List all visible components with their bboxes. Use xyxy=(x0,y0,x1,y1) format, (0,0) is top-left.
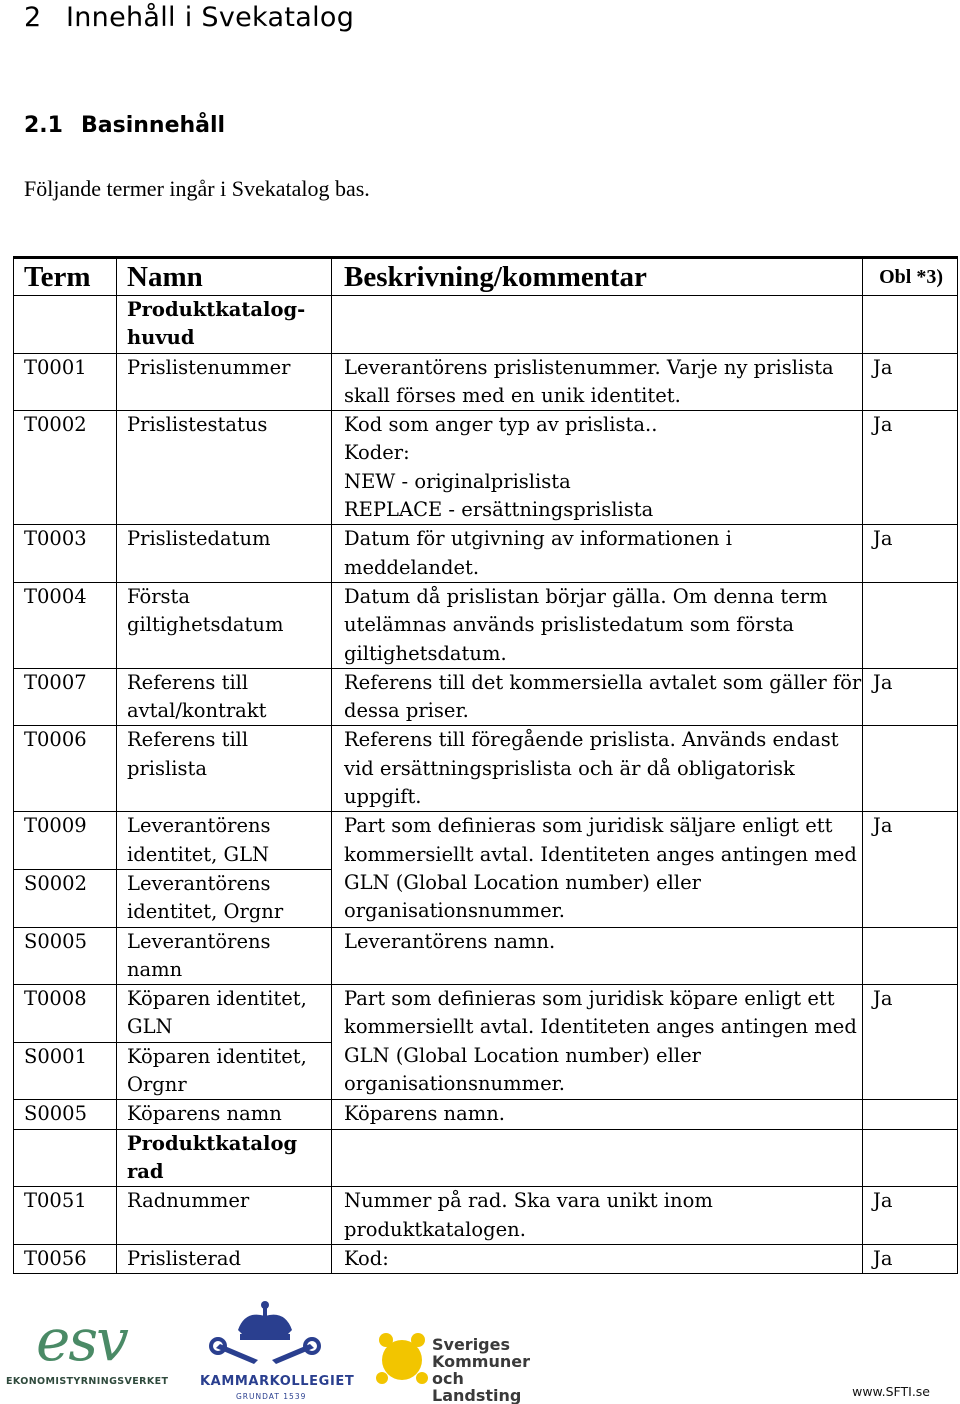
obl-cell: Ja xyxy=(863,525,958,583)
table-row xyxy=(14,985,958,1043)
term-cell: S0002 xyxy=(14,869,117,927)
name-line: Prislistedatum xyxy=(127,527,271,551)
section-row xyxy=(14,296,958,354)
section-title-line: huvud xyxy=(127,326,195,350)
term-cell: S0001 xyxy=(14,1042,117,1100)
description-line: Köparens namn. xyxy=(344,1102,505,1126)
description-cell xyxy=(332,353,863,411)
term-cell xyxy=(14,296,117,354)
name-line: Leverantörens xyxy=(127,871,271,895)
name-line: GLN xyxy=(127,1015,173,1039)
header-beskrivning: Beskrivning/kommentar xyxy=(332,258,863,296)
term-cell: T0006 xyxy=(14,726,117,812)
name-cell xyxy=(117,1244,332,1273)
description-cell xyxy=(332,1244,863,1273)
obl-cell: Ja xyxy=(863,668,958,726)
obl-cell: Ja xyxy=(863,985,958,1100)
name-line: Leverantörens xyxy=(127,814,271,838)
intro-text: Följande termer ingår i Svekatalog bas. xyxy=(24,176,370,201)
name-line: identitet, GLN xyxy=(127,842,270,866)
name-cell xyxy=(117,411,332,525)
obl-cell xyxy=(863,726,958,812)
description-line: Referens till föregående prislista. Används endast xyxy=(344,728,839,752)
term-cell: T0003 xyxy=(14,525,117,583)
name-line: identitet, Orgnr xyxy=(127,900,284,924)
obl-cell: Ja xyxy=(863,1244,958,1273)
description-line: Part som definieras som juridisk köpare enligt ett xyxy=(344,987,835,1011)
term-cell: S0005 xyxy=(14,1100,117,1129)
obl-cell xyxy=(863,1129,958,1187)
description-line: Referens till det kommersiella avtalet som gäller för xyxy=(344,670,862,694)
name-cell xyxy=(117,985,332,1043)
name-line: Radnummer xyxy=(127,1189,250,1213)
term-cell: T0051 xyxy=(14,1187,117,1245)
section-title-cell xyxy=(117,1129,332,1187)
description-cell xyxy=(332,1129,863,1187)
name-cell xyxy=(117,726,332,812)
table-row xyxy=(14,353,958,411)
description-line: dessa priser. xyxy=(344,699,469,723)
description-line: GLN (Global Location number) eller xyxy=(344,1043,701,1067)
description-cell xyxy=(332,411,863,525)
name-line: Prislisterad xyxy=(127,1246,241,1270)
name-line: prislista xyxy=(127,756,207,780)
description-cell xyxy=(332,668,863,726)
description-line: Kod som anger typ av prislista.. xyxy=(344,413,658,437)
table-row xyxy=(14,1187,958,1245)
section-row xyxy=(14,1129,958,1187)
obl-cell xyxy=(863,1100,958,1129)
description-line: Part som definieras som juridisk säljare enligt ett xyxy=(344,814,833,838)
description-line: meddelandet. xyxy=(344,555,480,579)
name-cell xyxy=(117,927,332,985)
name-cell xyxy=(117,869,332,927)
table-row xyxy=(14,812,958,870)
obl-cell xyxy=(863,582,958,668)
name-cell xyxy=(117,353,332,411)
description-cell xyxy=(332,985,863,1100)
description-cell xyxy=(332,582,863,668)
terms-table xyxy=(13,256,958,1274)
table-row xyxy=(14,726,958,812)
skl-symbol-icon xyxy=(372,1326,432,1396)
term-cell: T0008 xyxy=(14,985,117,1043)
name-line: avtal/kontrakt xyxy=(127,699,267,723)
section-number: 2.1 xyxy=(24,113,63,138)
chapter-number: 2 xyxy=(24,2,42,33)
name-line: Köparen identitet, xyxy=(127,987,307,1011)
description-line: uppgift. xyxy=(344,785,422,809)
skl-text-line: Sveriges xyxy=(432,1335,511,1354)
term-cell: T0056 xyxy=(14,1244,117,1273)
table-row xyxy=(14,668,958,726)
name-cell xyxy=(117,1042,332,1100)
name-cell xyxy=(117,582,332,668)
description-line: kommersiellt avtal. Identiteten anges antingen med xyxy=(344,1015,857,1039)
esv-logo-text: EKONOMISTYRNINGSVERKET xyxy=(6,1376,169,1387)
term-cell: T0007 xyxy=(14,668,117,726)
description-line: Nummer på rad. Ska vara unikt inom xyxy=(344,1189,713,1213)
obl-cell: Ja xyxy=(863,411,958,525)
description-line: utelämnas används prislistedatum som första xyxy=(344,613,795,637)
section-title: Basinnehåll xyxy=(81,113,226,138)
section-title-cell xyxy=(117,296,332,354)
description-line: Koder: xyxy=(344,441,410,465)
chapter-heading xyxy=(24,2,354,33)
obl-cell: Ja xyxy=(863,812,958,927)
description-line: kommersiellt avtal. Identiteten anges antingen med xyxy=(344,842,857,866)
obl-cell: Ja xyxy=(863,1187,958,1245)
name-line: Första xyxy=(127,584,190,608)
obl-cell xyxy=(863,927,958,985)
obl-cell: Ja xyxy=(863,353,958,411)
header-term: Term xyxy=(14,258,117,296)
description-line: produktkatalogen. xyxy=(344,1217,526,1241)
name-line: Prislistenummer xyxy=(127,355,291,379)
obl-cell xyxy=(863,296,958,354)
term-cell: T0004 xyxy=(14,582,117,668)
name-line: giltighetsdatum xyxy=(127,613,284,637)
table-row xyxy=(14,927,958,985)
description-line: NEW - originalprislista xyxy=(344,469,571,493)
description-line: vid ersättningsprislista och är då obligatorisk xyxy=(344,756,795,780)
sfti-link[interactable]: www.SFTI.se xyxy=(852,1384,930,1399)
description-cell xyxy=(332,1100,863,1129)
term-cell: T0002 xyxy=(14,411,117,525)
name-cell xyxy=(117,1100,332,1129)
description-cell xyxy=(332,525,863,583)
table-row xyxy=(14,1100,958,1129)
section-title-line: rad xyxy=(127,1159,164,1183)
name-line: Köparen identitet, xyxy=(127,1044,307,1068)
section-title-line: Produktkatalog- xyxy=(127,298,306,321)
description-line: Leverantörens namn. xyxy=(344,929,556,953)
header-obl: Obl *3) xyxy=(863,258,958,296)
description-line: Kod: xyxy=(344,1246,389,1270)
footer-logos xyxy=(0,1296,960,1404)
description-cell xyxy=(332,1187,863,1245)
kammarkollegiet-logo xyxy=(200,1300,355,1401)
chapter-title: Innehåll i Svekatalog xyxy=(66,2,355,33)
term-cell xyxy=(14,1129,117,1187)
description-cell xyxy=(332,812,863,927)
description-cell xyxy=(332,296,863,354)
section-heading xyxy=(24,113,225,138)
description-line: skall förses med en unik identitet. xyxy=(344,383,681,407)
skl-text-line: Kommuner xyxy=(432,1352,530,1371)
skl-logo xyxy=(372,1326,552,1404)
name-line: Prislistestatus xyxy=(127,413,268,437)
esv-logo xyxy=(6,1306,169,1396)
name-cell xyxy=(117,1187,332,1245)
name-line: Köparens namn xyxy=(127,1102,282,1126)
term-cell: T0009 xyxy=(14,812,117,870)
description-cell xyxy=(332,927,863,985)
name-line: namn xyxy=(127,957,183,981)
table-row xyxy=(14,411,958,525)
description-line: GLN (Global Location number) eller xyxy=(344,870,701,894)
table-row xyxy=(14,525,958,583)
esv-logo-mark: esv xyxy=(36,1306,127,1374)
description-cell xyxy=(332,726,863,812)
term-cell: T0001 xyxy=(14,353,117,411)
table-row xyxy=(14,1244,958,1273)
description-line: organisationsnummer. xyxy=(344,899,565,923)
name-line: Referens till xyxy=(127,728,249,752)
header-namn: Namn xyxy=(117,258,332,296)
name-line: Leverantörens xyxy=(127,929,271,953)
name-cell xyxy=(117,525,332,583)
description-line: Datum för utgivning av informationen i xyxy=(344,527,732,551)
description-line: REPLACE - ersättningsprislista xyxy=(344,498,654,522)
name-cell xyxy=(117,812,332,870)
description-line: giltighetsdatum. xyxy=(344,641,507,665)
kammarkollegiet-sub: GRUNDAT 1539 xyxy=(236,1392,307,1401)
term-cell: S0005 xyxy=(14,927,117,985)
description-line: Datum då prislistan börjar gälla. Om denna term xyxy=(344,584,828,608)
crown-keys-icon xyxy=(200,1300,330,1368)
table-header-row xyxy=(14,258,958,296)
skl-text xyxy=(432,1336,552,1404)
section-title-line: Produktkatalog xyxy=(127,1131,298,1155)
name-line: Referens till xyxy=(127,670,249,694)
name-cell xyxy=(117,668,332,726)
description-line: organisationsnummer. xyxy=(344,1072,565,1096)
table-row xyxy=(14,582,958,668)
skl-text-line: och Landsting xyxy=(432,1369,522,1404)
kammarkollegiet-text: KAMMARKOLLEGIET xyxy=(200,1374,355,1389)
name-line: Orgnr xyxy=(127,1073,187,1097)
description-line: Leverantörens prislistenummer. Varje ny prislista xyxy=(344,355,834,379)
